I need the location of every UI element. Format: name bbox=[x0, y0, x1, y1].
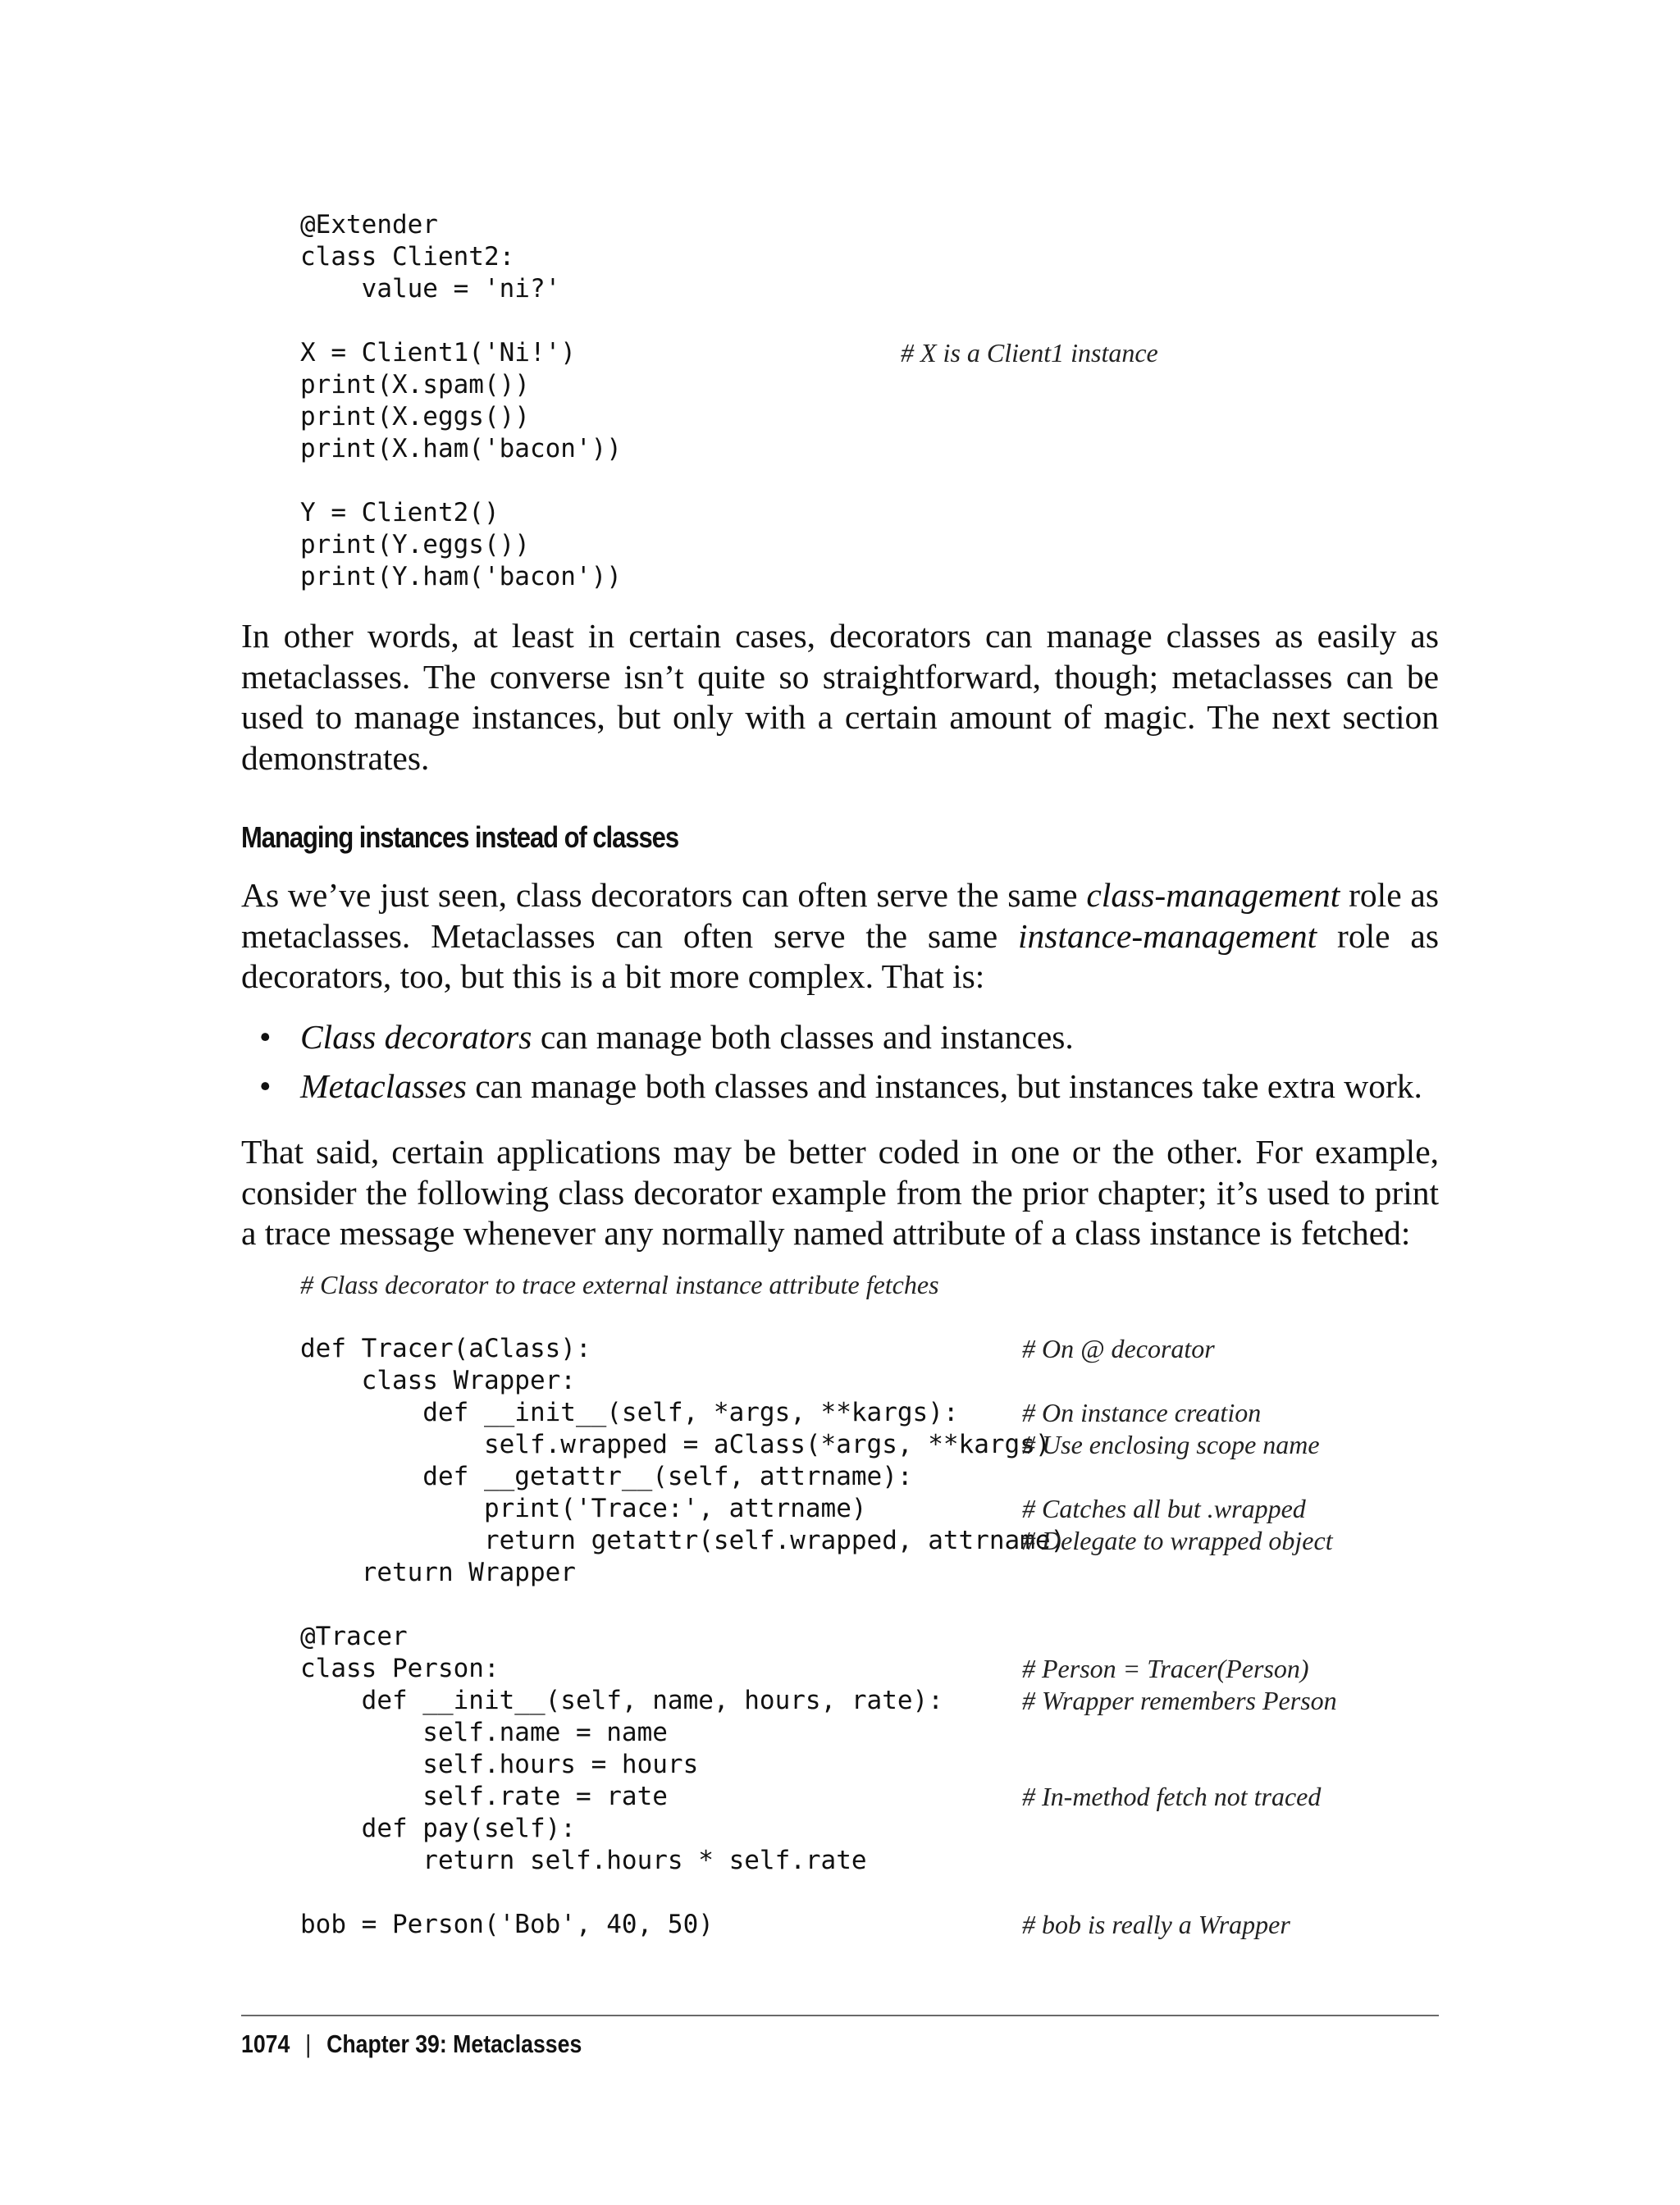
bullet-text: can manage both classes and instances. bbox=[532, 1018, 1074, 1056]
code-line bbox=[300, 1269, 1066, 1301]
code-comment: # Delegate to wrapped object bbox=[1022, 1526, 1333, 1555]
bullet-item-metaclasses bbox=[241, 1066, 1447, 1116]
code-line bbox=[300, 209, 622, 241]
code-text: def __getattr__(self, attrname): bbox=[300, 1462, 913, 1491]
code-text: def pay(self): bbox=[300, 1814, 576, 1843]
footer-divider bbox=[241, 2015, 1439, 2016]
code-text: print(Y.eggs()) bbox=[300, 530, 530, 559]
bullet-icon: • bbox=[259, 1018, 272, 1056]
code-line bbox=[300, 1621, 1066, 1653]
chapter-title: Chapter 39: Metaclasses bbox=[326, 2029, 582, 2058]
code-line bbox=[300, 1333, 1215, 1365]
paragraph-tracer-intro: That said, certain applications may be better coded in one or the other. For example, consider the following class decorator example from the prior chapter; it’s used to print a trace message whenever any normally named attribute of a class instance is fetched: bbox=[241, 1133, 1439, 1252]
code-line bbox=[300, 1685, 1337, 1717]
code-line bbox=[300, 273, 622, 305]
paragraph-2-part2: role as metaclasses. Metaclasses can often serve the same bbox=[241, 876, 1439, 955]
code-comment: # Use enclosing scope name bbox=[1022, 1430, 1320, 1459]
bullet-term: Metaclasses bbox=[300, 1067, 467, 1105]
code-line bbox=[300, 1365, 1066, 1397]
bullet-item-class-decorators bbox=[241, 1017, 1447, 1066]
code-text: class Client2: bbox=[300, 242, 515, 272]
code-text: class Person: bbox=[300, 1654, 500, 1683]
code-text: @Extender bbox=[300, 210, 438, 240]
footer-separator: | bbox=[305, 2029, 312, 2058]
code-line bbox=[300, 1461, 1066, 1493]
code-line bbox=[300, 1525, 1333, 1557]
code-text: print(X.ham('bacon')) bbox=[300, 434, 622, 463]
code-line bbox=[300, 433, 622, 465]
code-comment: # On @ decorator bbox=[1022, 1334, 1215, 1363]
paragraph-decorators-vs-metaclasses: In other words, at least in certain cases, decorators can manage classes as easily as metaclasses. The converse isn’t quite so straightforward, though; metaclasses can be used to manage instances, but only with a certain amount of magic. The next section demonstrates. bbox=[241, 617, 1439, 777]
code-text: Y = Client2() bbox=[300, 498, 500, 527]
code-line bbox=[300, 1909, 1290, 1941]
code-block-tracer bbox=[300, 1269, 1337, 1941]
code-text: @Tracer bbox=[300, 1622, 408, 1651]
code-line bbox=[300, 1749, 1066, 1781]
code-line bbox=[300, 1397, 1262, 1429]
code-line bbox=[300, 561, 622, 593]
code-comment: # On instance creation bbox=[1022, 1398, 1262, 1427]
code-text: def __init__(self, name, hours, rate): bbox=[300, 1686, 943, 1715]
code-line bbox=[300, 1653, 1309, 1685]
code-block-client bbox=[300, 209, 1158, 593]
code-line bbox=[300, 465, 622, 497]
code-text: print(X.eggs()) bbox=[300, 402, 530, 431]
code-text: return self.hours * self.rate bbox=[300, 1846, 867, 1875]
code-line bbox=[300, 1429, 1320, 1461]
bullet-icon: • bbox=[259, 1067, 272, 1105]
code-line bbox=[300, 529, 622, 561]
code-text: self.rate = rate bbox=[300, 1782, 668, 1811]
section-heading: Managing instances instead of classes bbox=[241, 820, 679, 854]
code-line bbox=[300, 241, 622, 273]
code-line bbox=[300, 497, 622, 529]
code-comment: # Class decorator to trace external instance attribute fetches bbox=[300, 1270, 939, 1299]
page-footer bbox=[241, 2025, 582, 2064]
code-text: return getattr(self.wrapped, attrname) bbox=[300, 1526, 1066, 1555]
code-text: self.hours = hours bbox=[300, 1750, 699, 1779]
emphasis-instance-management: instance-management bbox=[1018, 916, 1317, 955]
bullet-text: can manage both classes and instances, but instances take extra work. bbox=[466, 1067, 1422, 1105]
code-text: return Wrapper bbox=[300, 1558, 576, 1587]
code-line bbox=[300, 1781, 1322, 1813]
code-text: bob = Person('Bob', 40, 50) bbox=[300, 1910, 714, 1939]
code-text: def Tracer(aClass): bbox=[300, 1334, 591, 1363]
code-line bbox=[300, 1813, 1066, 1845]
code-text: print(Y.ham('bacon')) bbox=[300, 562, 622, 591]
code-line bbox=[300, 1717, 1066, 1749]
code-text: print(X.spam()) bbox=[300, 370, 530, 399]
code-text: X = Client1('Ni!') bbox=[300, 338, 576, 368]
paragraph-2-part1: As we’ve just seen, class decorators can often serve the same bbox=[241, 876, 1087, 914]
code-line bbox=[300, 369, 622, 401]
code-line bbox=[300, 305, 622, 337]
code-line bbox=[300, 401, 622, 433]
code-line bbox=[300, 1557, 1066, 1589]
code-line bbox=[300, 1845, 1066, 1877]
code-text: value = 'ni?' bbox=[300, 274, 561, 304]
code-line bbox=[300, 337, 1158, 369]
code-line bbox=[300, 1877, 1066, 1909]
code-text: self.name = name bbox=[300, 1718, 668, 1747]
code-line bbox=[300, 1589, 1066, 1621]
code-text: print('Trace:', attrname) bbox=[300, 1494, 867, 1523]
code-line bbox=[300, 1493, 1306, 1525]
code-comment: # X is a Client1 instance bbox=[901, 338, 1158, 368]
emphasis-class-management: class-management bbox=[1086, 876, 1340, 914]
paragraph-2-part3: role as decorators, too, but this is a bit more complex. That is: bbox=[241, 916, 1439, 995]
code-line bbox=[300, 1301, 1066, 1333]
code-comment: # Catches all but .wrapped bbox=[1022, 1494, 1306, 1523]
page-number: 1074 bbox=[241, 2029, 290, 2058]
code-text: self.wrapped = aClass(*args, **kargs) bbox=[300, 1430, 1051, 1459]
code-comment: # Person = Tracer(Person) bbox=[1022, 1654, 1309, 1683]
paragraph-instance-management bbox=[241, 875, 1439, 998]
code-comment: # bob is really a Wrapper bbox=[1022, 1910, 1290, 1939]
code-comment: # In-method fetch not traced bbox=[1022, 1782, 1322, 1811]
code-comment: # Wrapper remembers Person bbox=[1022, 1686, 1337, 1715]
code-text: class Wrapper: bbox=[300, 1366, 576, 1395]
bullet-term: Class decorators bbox=[300, 1018, 532, 1056]
code-text: def __init__(self, *args, **kargs): bbox=[300, 1398, 959, 1427]
bullet-list bbox=[241, 1017, 1447, 1116]
